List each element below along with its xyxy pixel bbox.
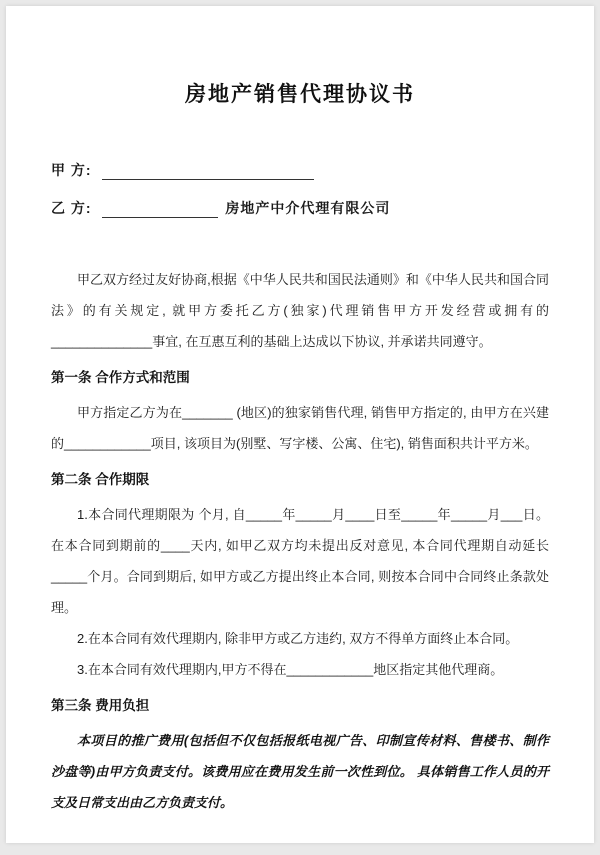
section-2-paragraph-1: 1.本合同代理期限为 个月, 自_____年_____月____日至_____年_____月___日。在本合同到期前的____天内, 如甲乙双方均未提出反对意见, 本合同代理期自动延长_____个月。合同到期后, 如甲方或乙方提出终止本合同, 则按本合同中合同终止条款处理。: [51, 507, 549, 615]
section-3-heading: 第三条 费用负担: [51, 698, 150, 713]
party-b-company-name: 房地产中介代理有限公司: [225, 200, 391, 216]
party-b-line: [51, 198, 549, 218]
document-body: [51, 264, 549, 818]
document-page: [6, 6, 594, 843]
section-2-paragraph-2: 2.在本合同有效代理期内, 除非甲方或乙方违约, 双方不得单方面终止本合同。: [77, 631, 519, 646]
party-b-blank-field: [102, 202, 218, 218]
section-3-paragraph-1: 本项目的推广费用(包括但不仅包括报纸电视广告、印制宣传材料、售楼书、制作沙盘等)由甲方负责支付。该费用应在费用发生前一次性到位。 具体销售工作人员的开支及日常支出由乙方负责支付。: [51, 733, 549, 810]
party-a-line: [51, 160, 549, 180]
party-a-label: 甲 方:: [51, 162, 92, 178]
intro-paragraph: 甲乙双方经过友好协商,根据《中华人民共和国民法通则》和《中华人民共和国合同法》的有关规定, 就甲方委托乙方(独家)代理销售甲方开发经营或拥有的______________事宜, 在互惠互利的基础上达成以下协议, 并承诺共同遵守。: [51, 272, 549, 349]
party-b-label: 乙 方:: [51, 200, 92, 216]
section-1-paragraph-1: 甲方指定乙方为在_______ (地区)的独家销售代理, 销售甲方指定的, 由甲方在兴建的____________项目, 该项目为(别墅、写字楼、公寓、住宅), 销售面积共计平方米。: [51, 405, 549, 451]
section-1-heading: 第一条 合作方式和范围: [51, 370, 190, 385]
party-a-blank-field: [102, 164, 314, 180]
section-2-heading: 第二条 合作期限: [51, 472, 150, 487]
document-title: 房地产销售代理协议书: [185, 83, 415, 106]
section-2-paragraph-3: 3.在本合同有效代理期内,甲方不得在____________地区指定其他代理商。: [77, 662, 504, 677]
